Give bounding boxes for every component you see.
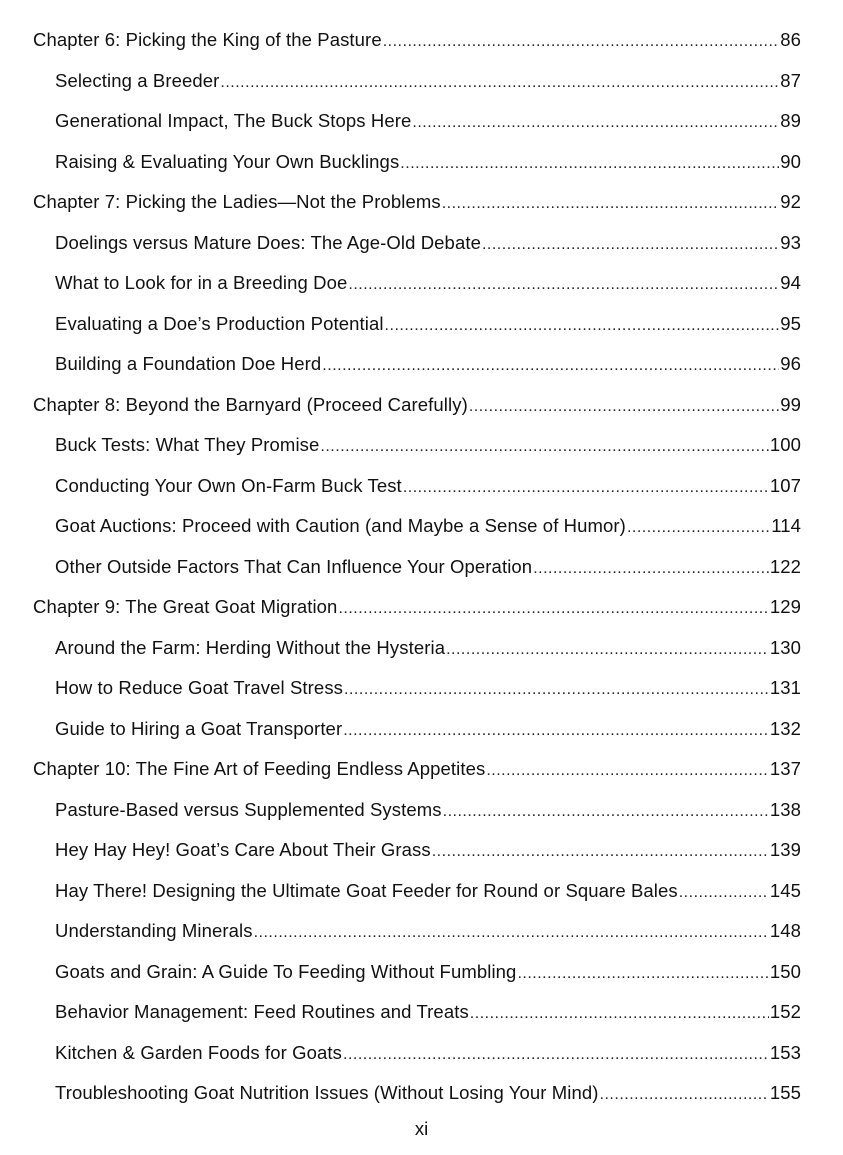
toc-entry-page-number: 129: [769, 596, 801, 617]
toc-entry-title: Kitchen & Garden Foods for Goats: [55, 1041, 343, 1063]
dot-leader: [446, 632, 769, 668]
toc-entry-page-number: 122: [769, 555, 801, 577]
dot-leader: [343, 713, 769, 749]
toc-entry-title: Other Outside Factors That Can Influence Your Operation: [55, 555, 533, 577]
toc-entry-page-number: 94: [780, 272, 801, 293]
toc-entry-page-number: 107: [769, 474, 801, 496]
toc-entry-title: Chapter 10: The Fine Art of Feeding Endless Appetites: [33, 758, 486, 779]
toc-entry-page-number: 137: [769, 758, 801, 779]
toc-entry-page-number: 99: [780, 393, 801, 415]
dot-leader: [533, 551, 769, 587]
toc-entry-page-number: 132: [769, 717, 801, 739]
toc-entry-title: How to Reduce Goat Travel Stress: [55, 677, 344, 698]
toc-entry-page-number: 150: [769, 960, 801, 982]
dot-leader: [343, 1037, 769, 1073]
toc-chapter-entry[interactable]: [33, 589, 801, 630]
toc-chapter-entry[interactable]: [33, 751, 801, 792]
dot-leader: [470, 996, 769, 1032]
dot-leader: [220, 65, 779, 101]
toc-entry-title: Evaluating a Doe’s Production Potential: [55, 312, 384, 334]
toc-section-entry[interactable]: [33, 265, 801, 306]
toc-entry-page-number: 93: [780, 231, 801, 253]
toc-entry-page-number: 131: [769, 677, 801, 698]
dot-leader: [517, 956, 768, 992]
toc-section-entry[interactable]: [33, 832, 801, 873]
dot-leader: [385, 308, 780, 344]
toc-entry-title: Around the Farm: Herding Without the Hysteria: [55, 636, 446, 658]
dot-leader: [412, 105, 779, 141]
dot-leader: [600, 1077, 769, 1113]
toc-section-entry[interactable]: [33, 792, 801, 833]
toc-entry-title: Selecting a Breeder: [55, 69, 220, 91]
toc-section-entry[interactable]: [33, 103, 801, 144]
toc-section-entry[interactable]: [33, 1035, 801, 1076]
dot-leader: [338, 591, 768, 627]
toc-entry-page-number: 114: [771, 515, 801, 536]
toc-section-entry[interactable]: [33, 306, 801, 347]
toc-entry-title: Behavior Management: Feed Routines and Treats: [55, 1001, 469, 1022]
toc-section-entry[interactable]: [33, 711, 801, 752]
toc-entry-title: Building a Foundation Doe Herd: [55, 353, 322, 374]
toc-entry-page-number: 92: [780, 191, 801, 212]
toc-entry-page-number: 153: [769, 1041, 801, 1063]
dot-leader: [320, 429, 768, 465]
dot-leader: [344, 672, 769, 708]
toc-section-entry[interactable]: [33, 427, 801, 468]
dot-leader: [679, 875, 769, 911]
toc-entry-title: Raising & Evaluating Your Own Bucklings: [55, 150, 400, 172]
toc-entry-title: Troubleshooting Goat Nutrition Issues (Without Losing Your Mind): [55, 1082, 599, 1103]
table-of-contents: [33, 22, 801, 1116]
toc-entry-page-number: 100: [769, 434, 801, 455]
toc-entry-title: Goats and Grain: A Guide To Feeding Without Fumbling: [55, 960, 517, 982]
toc-entry-page-number: 139: [769, 839, 801, 860]
toc-section-entry[interactable]: [33, 630, 801, 671]
toc-entry-title: Hey Hay Hey! Goat’s Care About Their Grass: [55, 839, 431, 860]
toc-entry-page-number: 86: [780, 29, 801, 50]
toc-chapter-entry[interactable]: [33, 387, 801, 428]
toc-section-entry[interactable]: [33, 346, 801, 387]
dot-leader: [432, 834, 769, 870]
toc-entry-page-number: 155: [769, 1082, 801, 1103]
toc-entry-title: Pasture-Based versus Supplemented Systems: [55, 798, 442, 820]
toc-entry-page-number: 148: [769, 920, 801, 941]
toc-entry-title: Buck Tests: What They Promise: [55, 434, 320, 455]
toc-entry-page-number: 90: [780, 150, 801, 172]
dot-leader: [322, 348, 779, 384]
toc-section-entry[interactable]: [33, 508, 801, 549]
toc-section-entry[interactable]: [33, 1075, 801, 1116]
toc-section-entry[interactable]: [33, 994, 801, 1035]
toc-section-entry[interactable]: [33, 913, 801, 954]
toc-entry-page-number: 130: [769, 636, 801, 658]
toc-entry-title: What to Look for in a Breeding Doe: [55, 272, 348, 293]
toc-entry-title: Understanding Minerals: [55, 920, 253, 941]
toc-entry-page-number: 96: [780, 353, 801, 374]
dot-leader: [627, 510, 770, 546]
toc-section-entry[interactable]: [33, 954, 801, 995]
toc-entry-page-number: 152: [769, 1001, 801, 1022]
toc-entry-page-number: 87: [780, 69, 801, 91]
dot-leader: [403, 470, 769, 506]
toc-entry-title: Conducting Your Own On-Farm Buck Test: [55, 474, 402, 496]
toc-section-entry[interactable]: [33, 144, 801, 185]
dot-leader: [254, 915, 769, 951]
dot-leader: [442, 186, 780, 222]
toc-entry-page-number: 89: [780, 110, 801, 131]
toc-chapter-entry[interactable]: [33, 184, 801, 225]
toc-section-entry[interactable]: [33, 670, 801, 711]
toc-entry-title: Guide to Hiring a Goat Transporter: [55, 717, 343, 739]
toc-section-entry[interactable]: [33, 225, 801, 266]
toc-entry-title: Chapter 8: Beyond the Barnyard (Proceed Carefully): [33, 393, 468, 415]
toc-entry-title: Chapter 6: Picking the King of the Pasture: [33, 29, 382, 50]
toc-list: [33, 22, 801, 1116]
dot-leader: [482, 227, 779, 263]
toc-section-entry[interactable]: [33, 468, 801, 509]
toc-entry-title: Chapter 9: The Great Goat Migration: [33, 596, 338, 617]
toc-entry-title: Doelings versus Mature Does: The Age-Old Debate: [55, 231, 481, 253]
toc-section-entry[interactable]: [33, 63, 801, 104]
toc-entry-title: Chapter 7: Picking the Ladies—Not the Problems: [33, 191, 441, 212]
toc-section-entry[interactable]: [33, 549, 801, 590]
dot-leader: [469, 389, 779, 425]
toc-entry-page-number: 145: [769, 879, 801, 901]
dot-leader: [486, 753, 769, 789]
toc-entry-title: Generational Impact, The Buck Stops Here: [55, 110, 412, 131]
dot-leader: [443, 794, 769, 830]
toc-entry-page-number: 138: [769, 798, 801, 820]
toc-chapter-entry[interactable]: [33, 22, 801, 63]
dot-leader: [348, 267, 779, 303]
dot-leader: [383, 24, 780, 60]
toc-section-entry[interactable]: [33, 873, 801, 914]
page-number: xi: [414, 1118, 429, 1139]
toc-entry-title: Hay There! Designing the Ultimate Goat Feeder for Round or Square Bales: [55, 879, 678, 901]
toc-entry-page-number: 95: [780, 312, 801, 334]
toc-entry-title: Goat Auctions: Proceed with Caution (and Maybe a Sense of Humor): [55, 515, 626, 536]
dot-leader: [400, 146, 779, 182]
